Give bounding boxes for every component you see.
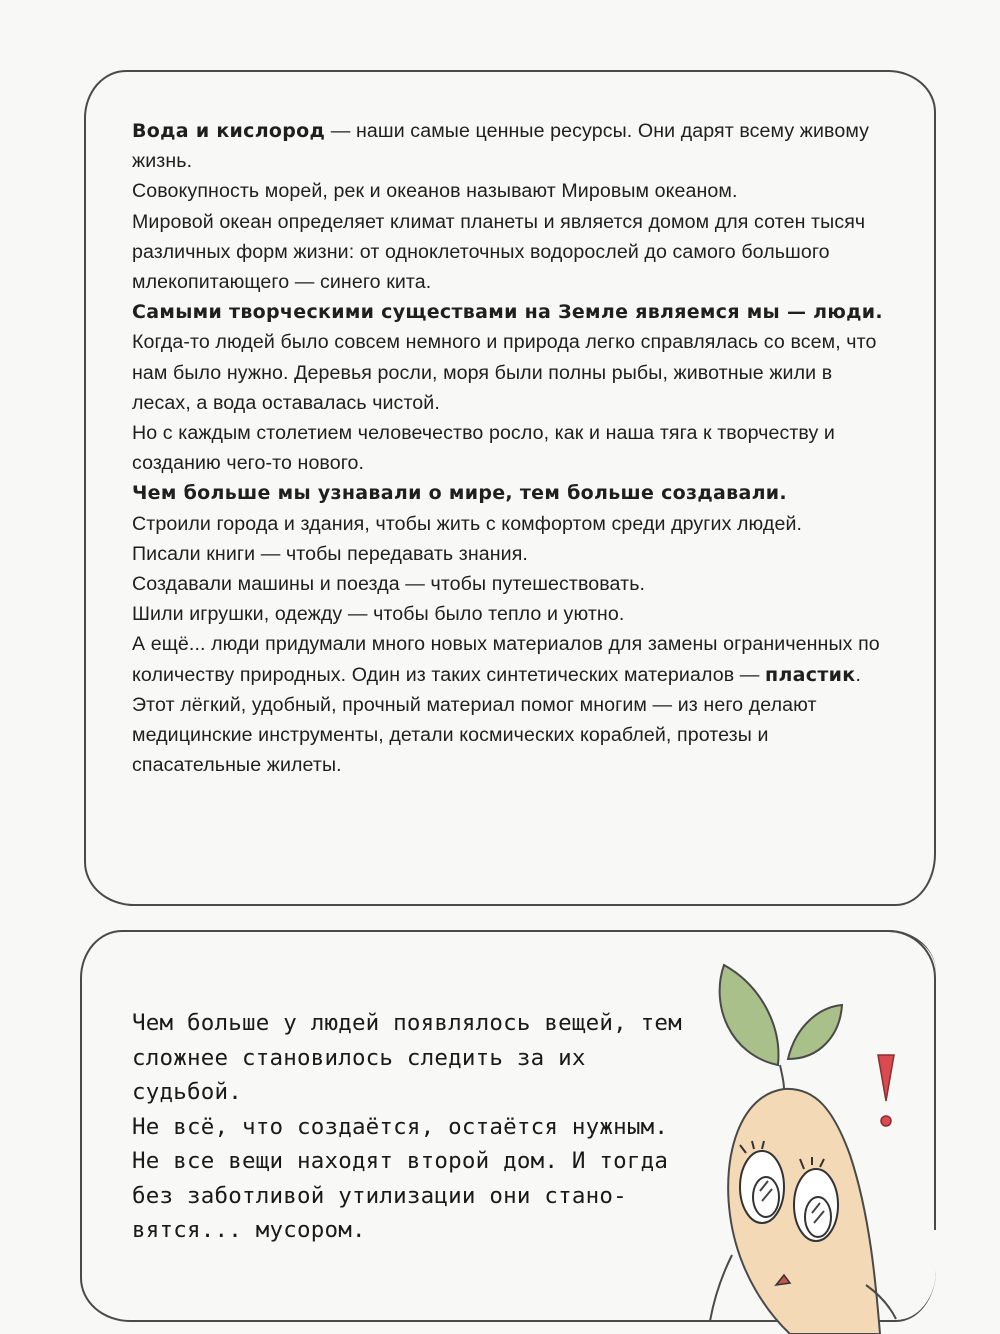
paragraph-books: Писали книги — чтобы передавать знания. <box>132 542 528 565</box>
bottom-card-text <box>132 1006 692 1248</box>
speech-line-2: сложнее становилось следить за их судьбой. <box>132 1044 586 1105</box>
paragraph-humanity-grew: Но с каждым столетием человечество росло, как и наша тяга к творчеству и созданию чего-то нового. <box>132 422 835 475</box>
paragraph-toys: Шили игрушки, одежду — чтобы было тепло и уютно. <box>132 603 625 626</box>
bold-water-oxygen: Вода и кислород <box>132 120 326 142</box>
left-leaf-icon <box>720 965 779 1065</box>
top-card-text <box>132 116 892 780</box>
speech-line-5: без заботливой утилизации они стано- <box>132 1182 627 1209</box>
arm-icon <box>710 1255 732 1321</box>
text-plastic-start: А ещё... люди придумали много новых материалов для замены ограниченных по количеству природных. Один из таких синтетических материалов — <box>132 633 880 686</box>
paragraph-cities: Строили города и здания, чтобы жить с комфортом среди других людей. <box>132 512 803 535</box>
paragraph-cars: Создавали машины и поезда — чтобы путешествовать. <box>132 573 646 596</box>
bold-plastic: пластик <box>765 663 856 686</box>
speech-line-1: Чем больше у людей появлялось вещей, тем <box>132 1010 682 1036</box>
paragraph-few-people: Когда-то людей было совсем немного и природа легко справлялась со всем, что нам было нужно. Деревья росли, моря были полны рыбы, животные жили в лесах, а вода оставалась чистой. <box>132 331 877 414</box>
paragraph-plastic <box>132 629 892 689</box>
paragraph-creative-beings <box>132 297 892 327</box>
seed-character-illustration <box>700 955 940 1334</box>
paragraph-ocean-climate: Мировой океан определяет климат планеты и является домом для сотен тысяч различных форм жизни: от одноклеточных водорослей до самого большого млекопитающего — синего кита. <box>132 210 866 294</box>
text-plastic-end: . <box>855 663 862 686</box>
bold-learned-more: Чем больше мы узнавали о мире, тем больше создавали. <box>132 482 787 505</box>
paragraph-world-ocean: Совокупность морей, рек и океанов называют Мировым океаном. <box>132 180 738 203</box>
bold-creative-beings: Самыми творческими существами на Земле являемся мы — люди. <box>132 301 883 324</box>
speech-line-4: Не все вещи находят второй дом. И тогда <box>132 1148 669 1174</box>
exclamation-dot-icon <box>881 1116 891 1126</box>
paragraph-plastic-uses: Этот лёгкий, удобный, прочный материал помог многим — из него делают медицинские инструменты, детали космических кораблей, протезы и спасательные жилеты. <box>132 693 817 777</box>
text-water-oxygen: — наши самые ценные ресурсы. Они дарят всему живому жизнь. <box>132 120 870 173</box>
paragraph-water-oxygen <box>132 116 892 176</box>
paragraph-learned-more <box>132 478 892 508</box>
exclamation-icon <box>878 1055 894 1101</box>
right-leaf-icon <box>788 1005 842 1059</box>
stem-icon <box>780 1065 784 1089</box>
speech-line-6: вятся... мусором. <box>132 1217 366 1243</box>
speech-line-3: Не всё, что создаётся, остаётся нужным. <box>132 1113 669 1140</box>
